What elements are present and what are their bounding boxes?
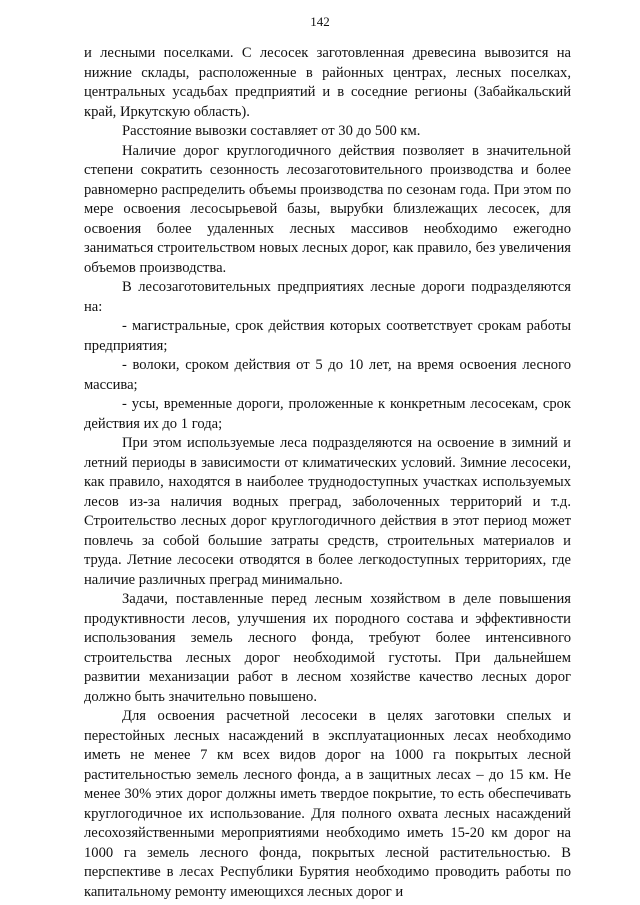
paragraph: В лесозаготовительных предприятиях лесные дороги подразделяются на: [84, 279, 571, 315]
body-text [84, 44, 571, 902]
paragraph: и лесными поселками. С лесосек заготовленная древесина вывозится на нижние склады, расположенные в районных центрах, лесных поселках, центральных усадьбах предприятий и в соседние регионы (Забайкальский край, Иркутскую область). [84, 45, 571, 120]
paragraph: Наличие дорог круглогодичного действия позволяет в значительной степени сократить сезонность лесозаготовительного производства и более равномерно распределить объемы производства по сезонам года. При этом по мере освоения лесосырьевой базы, вырубки близлежащих лесосек, для освоения более удаленных лесных массивов необходимо ежегодно заниматься строительством новых лесных дорог, как правило, без увеличения объемов производства. [84, 142, 571, 276]
page-number: 142 [310, 14, 330, 29]
paragraph: Расстояние вывозки составляет от 30 до 500 км. [122, 123, 421, 139]
paragraph: При этом используемые леса подразделяются на освоение в зимний и летний периоды в зависимости от климатических условий. Зимние лесосеки, как правило, находятся в наиболее труднодоступных участках используемых лесов из-за наличия водных преград, заболоченных территорий и т.д. Строительство лесных дорог круглогодичного действия в этот период может повлечь за собой большие затраты средств, строительных материалов и труда. Летние лесосеки отводятся в более легкодоступных территориях, где наличие различных преград минимально. [84, 435, 571, 588]
paragraph: - волоки, сроком действия от 5 до 10 лет, на время освоения лесного массива; [84, 357, 571, 393]
paragraph: Задачи, поставленные перед лесным хозяйством в деле повышения продуктивности лесов, улучшения их породного состава и эффективности использования земель лесного фонда, требуют более интенсивного строительства лесных дорог необходимой густоты. При дальнейшем развитии механизации работ в лесном хозяйстве качество лесных дорог должно быть значительно повышено. [84, 591, 571, 705]
paragraph: - усы, временные дороги, проложенные к конкретным лесосекам, срок действия их до 1 года; [84, 396, 571, 432]
paragraph: - магистральные, срок действия которых соответствует срокам работы предприятия; [84, 318, 571, 354]
paragraph: Для освоения расчетной лесосеки в целях заготовки спелых и перестойных лесных насаждений в эксплуатационных лесах необходимо иметь не менее 7 км всех видов дорог на 1000 га покрытых лесной растительностью земель лесного фонда, а в защитных лесах – до 15 км. Не менее 30% этих дорог должны иметь твердое покрытие, то есть обеспечивать круглогодичное их использование. Для полного охвата лесных насаждений лесохозяйственными мероприятиями необходимо иметь 15-20 км дорог на 1000 га земель лесного фонда, покрытых лесной растительностью. В перспективе в лесах Республики Бурятия необходимо проводить работы по капитальному ремонту имеющихся лесных дорог и [84, 708, 571, 900]
